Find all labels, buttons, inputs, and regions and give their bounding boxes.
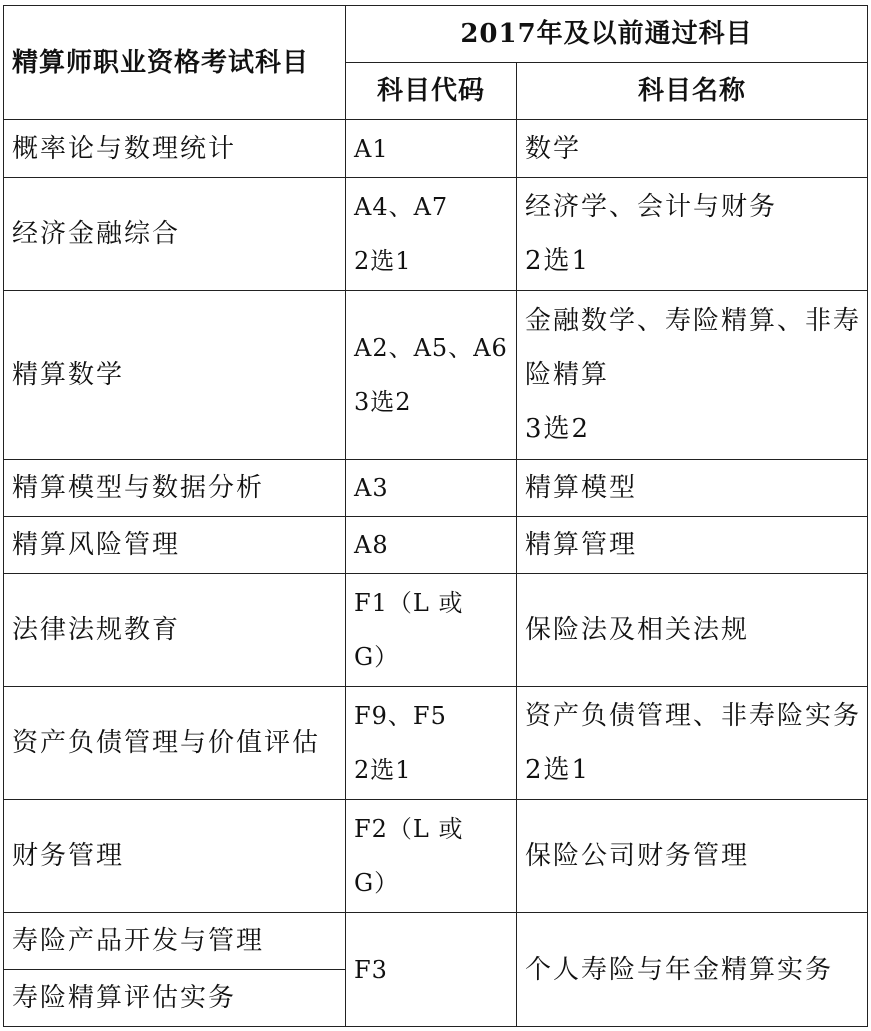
exam-subjects-table bbox=[3, 5, 868, 1027]
code-line: 3选2 bbox=[354, 388, 412, 416]
name-line: 2选1 bbox=[525, 755, 591, 785]
code-cell bbox=[346, 800, 517, 913]
code-line: 2选1 bbox=[354, 756, 412, 784]
name-line: 经济学、会计与财务 bbox=[525, 192, 778, 222]
code-line: G） bbox=[354, 643, 400, 671]
code-line: F3 bbox=[354, 955, 388, 984]
code-cell bbox=[346, 913, 517, 1027]
name-cell bbox=[517, 800, 868, 913]
table-row bbox=[4, 178, 868, 291]
header-passed-before-2017: 2017年及以前通过科目 bbox=[346, 6, 868, 63]
name-line: 保险法及相关法规 bbox=[525, 615, 750, 645]
subject-cell: 概率论与数理统计 bbox=[4, 120, 346, 178]
subject-cell: 精算模型与数据分析 bbox=[4, 460, 346, 517]
name-cell bbox=[517, 291, 868, 460]
table-row bbox=[4, 517, 868, 574]
subject-cell: 精算风险管理 bbox=[4, 517, 346, 574]
name-line: 精算模型 bbox=[525, 473, 638, 503]
code-cell bbox=[346, 120, 517, 178]
name-line: 资产负债管理、非寿险实务 bbox=[525, 701, 862, 731]
name-cell bbox=[517, 120, 868, 178]
code-line: A2、A5、A6 bbox=[354, 334, 508, 362]
table-row bbox=[4, 687, 868, 800]
code-line: G） bbox=[354, 869, 400, 897]
code-cell bbox=[346, 460, 517, 517]
subject-cell: 寿险产品开发与管理 bbox=[4, 913, 346, 970]
table-row bbox=[4, 291, 868, 460]
code-cell bbox=[346, 687, 517, 800]
name-cell bbox=[517, 574, 868, 687]
code-line: F9、F5 bbox=[354, 702, 447, 730]
name-cell bbox=[517, 517, 868, 574]
table-row bbox=[4, 460, 868, 517]
subject-cell: 精算数学 bbox=[4, 291, 346, 460]
name-line: 数学 bbox=[525, 133, 582, 164]
code-line: A1 bbox=[354, 134, 389, 163]
subject-cell: 经济金融综合 bbox=[4, 178, 346, 291]
name-line: 金融数学、寿险精算、非寿 bbox=[525, 306, 862, 336]
table-row bbox=[4, 574, 868, 687]
name-line: 3选2 bbox=[525, 414, 591, 444]
name-line: 险精算 bbox=[525, 360, 610, 390]
table-row bbox=[4, 913, 868, 970]
table-row bbox=[4, 800, 868, 913]
name-cell bbox=[517, 687, 868, 800]
subject-cell: 资产负债管理与价值评估 bbox=[4, 687, 346, 800]
code-line: A4、A7 bbox=[354, 193, 449, 221]
subject-cell: 寿险精算评估实务 bbox=[4, 970, 346, 1027]
code-cell bbox=[346, 178, 517, 291]
name-line: 保险公司财务管理 bbox=[525, 841, 750, 871]
name-line: 个人寿险与年金精算实务 bbox=[525, 954, 834, 985]
header-subject-name: 科目名称 bbox=[517, 63, 868, 120]
code-cell bbox=[346, 517, 517, 574]
subject-cell: 法律法规教育 bbox=[4, 574, 346, 687]
code-line: F2（L 或 bbox=[354, 815, 464, 843]
name-cell bbox=[517, 178, 868, 291]
header-exam-subjects: 精算师职业资格考试科目 bbox=[4, 6, 346, 120]
code-line: F1（L 或 bbox=[354, 589, 464, 617]
code-line: A3 bbox=[354, 474, 389, 502]
code-line: 2选1 bbox=[354, 247, 412, 275]
name-cell bbox=[517, 460, 868, 517]
subject-cell: 财务管理 bbox=[4, 800, 346, 913]
name-line: 2选1 bbox=[525, 246, 591, 276]
table-row bbox=[4, 120, 868, 178]
name-cell bbox=[517, 913, 868, 1027]
name-line: 精算管理 bbox=[525, 530, 638, 560]
header-subject-code: 科目代码 bbox=[346, 63, 517, 120]
code-cell bbox=[346, 574, 517, 687]
code-line: A8 bbox=[354, 531, 389, 559]
code-cell bbox=[346, 291, 517, 460]
